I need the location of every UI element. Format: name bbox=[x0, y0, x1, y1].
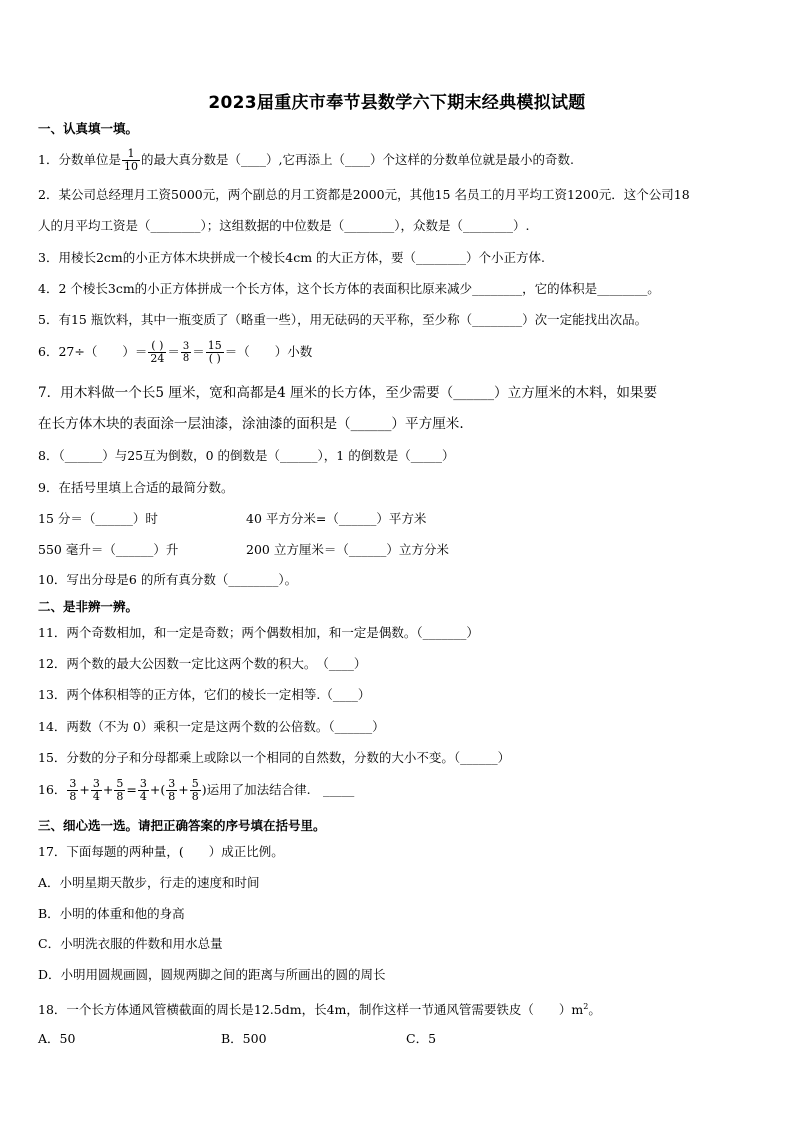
q18-text-b: 。 bbox=[588, 1002, 601, 1018]
question-1 bbox=[38, 148, 760, 173]
q18-text-a: 18．一个长方体通风管横截面的周长是12.5dm，长4m，制作这样一节通风管需要铁皮（ ）m bbox=[38, 1002, 584, 1018]
q1-fraction: $\frac{1}{10}$ bbox=[123, 147, 138, 173]
q18-superscript: 2 bbox=[583, 1002, 589, 1011]
section-heading-1: 一、认真填一填。 bbox=[38, 121, 139, 136]
q17-option-c: C．小明洗衣服的件数和用水总量 bbox=[38, 936, 223, 951]
question-2-line-2: 人的月平均工资是（________）；这组数据的中位数是（________），众数是（________）. bbox=[38, 218, 530, 233]
question-8: 8．（______）与25互为倒数，0 的倒数是（______），1 的倒数是（_____） bbox=[38, 448, 455, 463]
question-18 bbox=[38, 998, 760, 1019]
question-4: 4．2 个棱长3cm的小正方体拼成一个长方体，这个长方体的表面积比原来减少________，它的体积是________。 bbox=[38, 281, 660, 296]
q16-op-5: + bbox=[178, 782, 189, 797]
question-15: 15．分数的分子和分母都乘上或除以一个相同的自然数，分数的大小不变。（______） bbox=[38, 750, 511, 765]
q6-equals-2: ＝ bbox=[192, 344, 205, 359]
q9-item-1: 15 分＝（______）时 bbox=[38, 511, 158, 526]
question-2-line-1: 2．某公司总经理月工资5000元，两个副总的月工资都是2000元，其他15 名员工的月平均工资1200元．这个公司18 bbox=[38, 187, 690, 202]
q9-item-2: 40 平方分米=（______）平方米 bbox=[246, 511, 427, 526]
q16-text-a: 16． bbox=[38, 782, 67, 797]
q16-fraction-5: $\frac{3}{8}$ bbox=[168, 777, 176, 803]
question-17: 17．下面每题的两种量，( ）成正比例。 bbox=[38, 844, 284, 859]
question-5: 5．有15 瓶饮料，其中一瓶变质了（略重一些），用无砝码的天平称，至少称（________）次一定能找出次品。 bbox=[38, 312, 648, 327]
q17-option-b: B．小明的体重和他的身高 bbox=[38, 906, 185, 921]
q18-option-b: B．500 bbox=[221, 1031, 267, 1046]
question-16 bbox=[38, 778, 760, 803]
q16-fraction-2: $\frac{3}{4}$ bbox=[92, 777, 100, 803]
q17-option-a: A．小明星期天散步，行走的速度和时间 bbox=[38, 875, 260, 890]
question-6 bbox=[38, 340, 760, 365]
q16-fraction-6: $\frac{5}{8}$ bbox=[191, 777, 199, 803]
question-7-line-1: 7．用木料做一个长5 厘米，宽和高都是4 厘米的长方体，至少需要（______）立方厘米的木料，如果要 bbox=[38, 385, 658, 401]
question-7-line-2: 在长方体木块的表面涂一层油漆，涂油漆的面积是（______）平方厘米. bbox=[38, 416, 464, 432]
q16-text-b: )运用了加法结合律. _____ bbox=[201, 782, 355, 797]
q6-text-a: 6．27÷（ ）＝ bbox=[38, 344, 148, 359]
q16-op-4: +( bbox=[149, 782, 166, 797]
q6-fraction-1: $\frac{( )}{24}$ bbox=[150, 339, 165, 365]
q6-fraction-2: $\frac{3}{8}$ bbox=[182, 341, 190, 364]
question-9: 9．在括号里填上合适的最简分数。 bbox=[38, 480, 234, 495]
q6-text-b: ＝（ ）小数 bbox=[224, 344, 313, 359]
question-14: 14．两数（不为 0）乘积一定是这两个数的公倍数。（______） bbox=[38, 719, 385, 734]
q16-op-3: = bbox=[126, 782, 137, 797]
question-12: 12．两个数的最大公因数一定比这两个数的积大。 （____） bbox=[38, 656, 367, 671]
page-title: 2023届重庆市奉节县数学六下期末经典模拟试题 bbox=[208, 93, 586, 113]
q18-option-c: C．5 bbox=[406, 1031, 437, 1046]
section-heading-2: 二、是非辨一辨。 bbox=[38, 599, 139, 614]
q6-fraction-3: $\frac{15}{( )}$ bbox=[207, 339, 222, 365]
q1-text-a: 1．分数单位是 bbox=[38, 152, 121, 167]
q9-item-3: 550 毫升＝（______）升 bbox=[38, 542, 179, 557]
q16-op-1: + bbox=[79, 782, 90, 797]
q16-op-2: + bbox=[102, 782, 114, 797]
q16-fraction-4: $\frac{3}{4}$ bbox=[139, 777, 147, 803]
q18-option-a: A．50 bbox=[38, 1031, 76, 1046]
q9-item-4: 200 立方厘米＝（______）立方分米 bbox=[246, 542, 449, 557]
question-13: 13．两个体积相等的正方体，它们的棱长一定相等.（____） bbox=[38, 687, 371, 702]
question-11: 11．两个奇数相加，和一定是奇数；两个偶数相加，和一定是偶数。（_______） bbox=[38, 625, 479, 640]
question-9-row-2 bbox=[38, 541, 760, 559]
question-3: 3．用棱长2cm的小正方体木块拼成一个棱长4cm 的大正方体，要（________）个小正方体. bbox=[38, 250, 546, 265]
question-9-row-1 bbox=[38, 510, 760, 528]
q6-equals-1: ＝ bbox=[167, 344, 180, 359]
q16-fraction-3: $\frac{5}{8}$ bbox=[116, 777, 124, 803]
q17-option-d: D．小明用圆规画圆，圆规两脚之间的距离与所画出的圆的周长 bbox=[38, 967, 386, 982]
section-heading-3: 三、细心选一选。请把正确答案的序号填在括号里。 bbox=[38, 818, 326, 833]
q1-text-b: 的最大真分数是（____）,它再添上（____）个这样的分数单位就是最小的奇数. bbox=[140, 152, 574, 167]
q16-fraction-1: $\frac{3}{8}$ bbox=[69, 777, 77, 803]
question-10: 10．写出分母是6 的所有真分数（________）。 bbox=[38, 572, 298, 587]
